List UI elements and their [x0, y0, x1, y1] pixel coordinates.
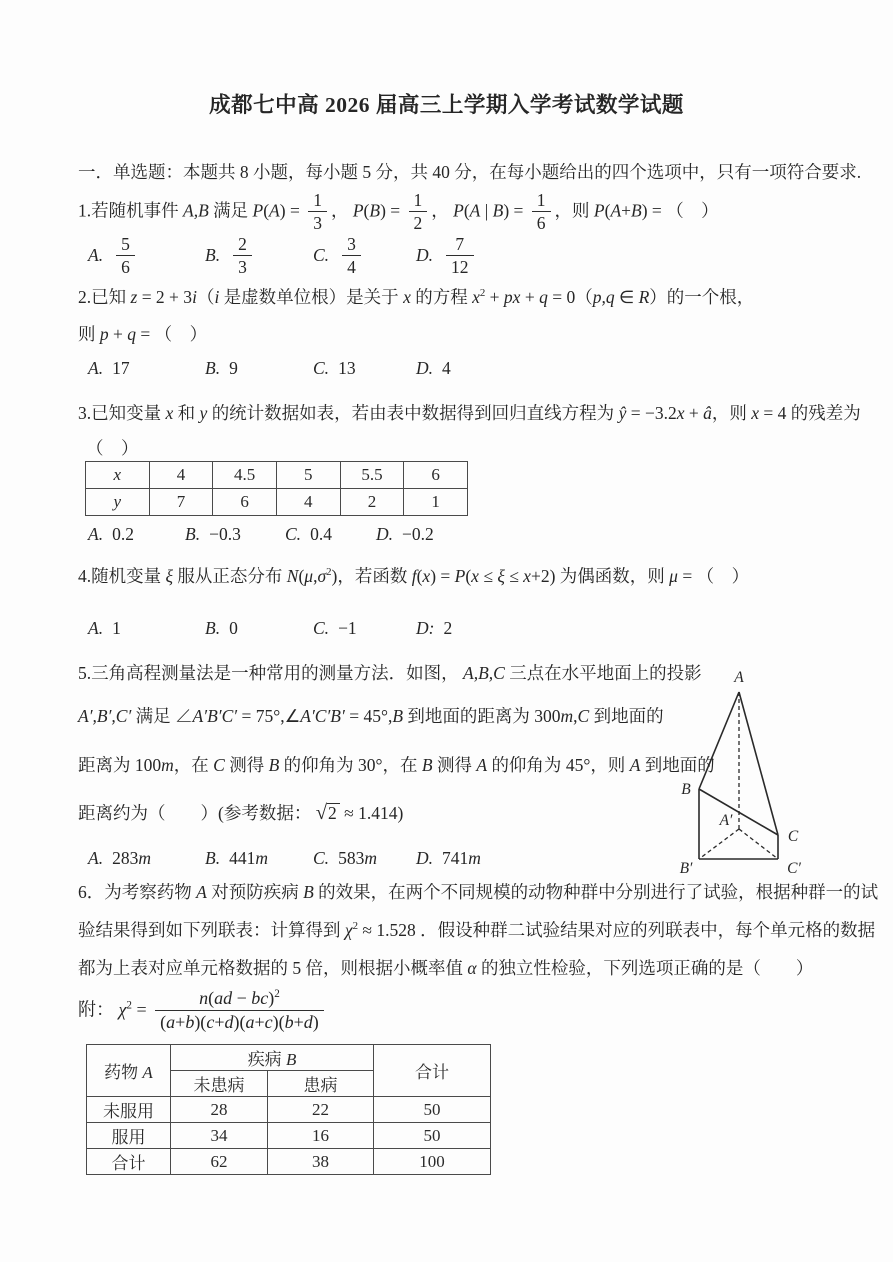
- option-d: [416, 618, 452, 639]
- fraction: $\frac{n(ad - bc)^2}{(a+b)(c+d)(a+c)(b+d)}$: [155, 987, 324, 1033]
- option-label: D.: [416, 848, 434, 868]
- table-cell: 38: [268, 1149, 374, 1175]
- option-a: [88, 618, 121, 639]
- table-row: [86, 489, 468, 516]
- table-cell: 34: [171, 1123, 268, 1149]
- figure-label-A: A: [734, 669, 744, 686]
- table-cell: 50: [374, 1097, 491, 1123]
- option-a: [88, 524, 134, 545]
- question-5-stem-line2: A′,B′,C′ 满足 ∠A′B′C′ = 75°,∠A′C′B′ = 45°,B 到地面的距离为 300m,C 到地面的: [78, 706, 664, 726]
- option-label: B.: [185, 524, 201, 544]
- option-value: 17: [112, 358, 130, 378]
- option-value: [338, 234, 365, 278]
- option-d: [376, 524, 434, 545]
- option-b: [205, 234, 256, 279]
- option-value: −0.2: [402, 524, 434, 544]
- option-label: B.: [205, 618, 221, 638]
- option-label: D.: [416, 244, 434, 265]
- option-b: [205, 848, 268, 869]
- table-header-drug: 药物 A: [87, 1045, 171, 1097]
- option-value: [442, 234, 478, 278]
- page-title: 成都七中高 2026 届高三上学期入学考试数学试题: [209, 93, 684, 117]
- option-value: 741m: [442, 848, 481, 868]
- table-cell: 62: [171, 1149, 268, 1175]
- question-2-stem-line1: 2.已知 z = 2 + 3i（i 是虚数单位根）是关于 x 的方程 $x^2$ + px + q = 0（p,q ∈ R）的一个根，: [78, 287, 755, 307]
- table-cell: 22: [268, 1097, 374, 1123]
- table-cell: 6: [404, 462, 468, 489]
- option-label: C.: [285, 524, 302, 544]
- option-c: [313, 848, 377, 869]
- fraction: $\frac{7}{12}$: [446, 233, 474, 278]
- table-cell: 服用: [87, 1123, 171, 1149]
- table-cell: 5.5: [340, 462, 404, 489]
- option-a: [88, 234, 139, 279]
- edge-A-B: [699, 692, 739, 789]
- table-cell: y: [86, 489, 150, 516]
- edge-Aprime-Bprime-dashed: [699, 829, 739, 859]
- table-cell: x: [86, 462, 150, 489]
- table-cell: 28: [171, 1097, 268, 1123]
- option-value: 1: [112, 618, 121, 638]
- option-a: [88, 848, 151, 869]
- table-header-ill: 患病: [268, 1071, 374, 1097]
- question-4-stem: 4.随机变量 ξ 服从正态分布 $N(\mu,\sigma^2)$，若函数 f(x) = P(x ≤ ξ ≤ x+2) 为偶函数，则 μ = （ ）: [78, 566, 750, 586]
- table-cell: 6: [213, 489, 277, 516]
- question-6-stem-line3: 都为上表对应单元格数据的 5 倍，则根据小概率值 α 的独立性检验，下列选项正确的是（ ）: [78, 958, 814, 978]
- table-cell: 1: [404, 489, 468, 516]
- edge-A-C: [739, 692, 778, 835]
- figure-label-Bprime: B′: [679, 860, 693, 877]
- option-value: 0.2: [112, 524, 134, 544]
- question-6-stem-line2: 验结果得到如下列联表：计算得到 $\chi^2 \approx 1.528$ ．假设种群二试验结果对应的列联表中，每个单元格的数据: [78, 920, 876, 940]
- option-c: [313, 358, 356, 379]
- option-label: D:: [416, 618, 435, 638]
- table-cell: 合计: [87, 1149, 171, 1175]
- option-a: [88, 358, 130, 379]
- section-header: 一．单选题：本题共 8 小题，每小题 5 分，共 40 分，在每小题给出的四个选项中，只有一项符合要求.: [78, 162, 862, 182]
- option-label: D.: [376, 524, 394, 544]
- option-value: 9: [229, 358, 238, 378]
- triangulation-figure: [668, 664, 886, 878]
- option-label: C.: [313, 358, 330, 378]
- table-row: [87, 1097, 491, 1123]
- option-label: B.: [205, 358, 221, 378]
- option-c: [313, 234, 365, 279]
- q3-stats-table: [85, 461, 468, 516]
- table-row: [87, 1123, 491, 1149]
- figure-label-Cprime: C′: [787, 860, 801, 877]
- q6-contingency-table: [86, 1044, 491, 1175]
- table-cell: 50: [374, 1123, 491, 1149]
- fraction: $\frac{1}{3}$: [308, 189, 327, 234]
- question-3-stem-line2: （ ）: [86, 438, 139, 458]
- option-d: [416, 848, 481, 869]
- question-6-stem-line1: 6．为考察药物 A 对预防疾病 B 的效果，在两个不同规模的动物种群中分别进行了试验，根据种群一的试: [78, 882, 879, 902]
- option-value: [112, 234, 139, 278]
- option-b: [185, 524, 241, 545]
- option-label: B.: [205, 244, 221, 265]
- option-b: [205, 618, 238, 639]
- table-header-total: 合计: [374, 1045, 491, 1097]
- option-value: 2: [443, 618, 453, 638]
- table-cell: 4: [276, 489, 340, 516]
- option-label: A.: [88, 358, 104, 378]
- fraction: $\frac{1}{6}$: [532, 189, 551, 234]
- option-c: [313, 618, 357, 639]
- option-value: 0: [229, 618, 238, 638]
- table-header-not-ill: 未患病: [171, 1071, 268, 1097]
- option-value: −0.3: [209, 524, 241, 544]
- question-5-stem-line3: 距离为 100m，在 C 测得 B 的仰角为 30°，在 B 测得 A 的仰角为 45°，则 A 到地面的: [78, 755, 715, 775]
- option-label: A.: [88, 244, 104, 265]
- option-label: C.: [313, 618, 330, 638]
- question-6-formula: 附： $\chi^2$ = $\frac{n(ad - bc)^2}{(a+b)(c+d)(a+c)(b+d)}$: [78, 988, 328, 1034]
- table-cell: 5: [276, 462, 340, 489]
- radical-icon: √: [315, 802, 328, 824]
- option-value: 441m: [229, 848, 268, 868]
- fraction: $\frac{2}{3}$: [233, 233, 252, 278]
- option-value: 583m: [338, 848, 377, 868]
- table-row: [87, 1149, 491, 1175]
- option-b: [205, 358, 238, 379]
- table-cell: 未服用: [87, 1097, 171, 1123]
- table-header-disease: 疾病 B: [171, 1045, 374, 1071]
- figure-label-B: B: [681, 781, 691, 798]
- table-cell: 4.5: [213, 462, 277, 489]
- fraction: $\frac{5}{6}$: [116, 233, 135, 278]
- question-5-stem-line1: 5.三角高程测量法是一种常用的测量方法．如图， A,B,C 三点在水平地面上的投影: [78, 663, 702, 683]
- option-value: 4: [442, 358, 451, 378]
- option-value: 283m: [112, 848, 151, 868]
- option-value: 0.4: [310, 524, 332, 544]
- option-label: B.: [205, 848, 221, 868]
- question-2-stem-line2: 则 p + q = （ ）: [78, 324, 208, 344]
- option-label: C.: [313, 244, 330, 265]
- question-5-stem-line4: 距离约为（ ）(参考数据： √2 ≈ 1.414): [78, 802, 404, 824]
- figure-label-C: C: [787, 828, 799, 845]
- option-label: D.: [416, 358, 434, 378]
- table-row: [86, 462, 468, 489]
- edge-Aprime-Cprime-dashed: [739, 829, 778, 859]
- option-label: A.: [88, 848, 104, 868]
- figure-label-Aprime: A′: [719, 812, 733, 829]
- option-label: A.: [88, 524, 104, 544]
- table-cell: 2: [340, 489, 404, 516]
- option-d: [416, 234, 478, 279]
- question-3-stem-line1: 3.已知变量 x 和 y 的统计数据如表，若由表中数据得到回归直线方程为 ŷ = −3.2x + â，则 x = 4 的残差为: [78, 403, 861, 423]
- option-value: [229, 234, 256, 278]
- question-1-stem: 1.若随机事件 A,B 满足 P(A) = $\frac{1}{3}$ ， P(B) = $\frac{1}{2}$ ， P(A | B) = $\frac{1}{6}$ ，则 P(A+B) = （ ）: [78, 190, 719, 234]
- option-c: [285, 524, 332, 545]
- fraction: $\frac{1}{2}$: [409, 189, 428, 234]
- table-cell: 7: [149, 489, 213, 516]
- option-d: [416, 358, 451, 379]
- option-value: 13: [338, 358, 356, 378]
- fraction: $\frac{3}{4}$: [342, 233, 361, 278]
- option-label: A.: [88, 618, 104, 638]
- option-value: −1: [338, 618, 357, 638]
- table-cell: 100: [374, 1149, 491, 1175]
- table-cell: 16: [268, 1123, 374, 1149]
- option-label: C.: [313, 848, 330, 868]
- table-cell: 4: [149, 462, 213, 489]
